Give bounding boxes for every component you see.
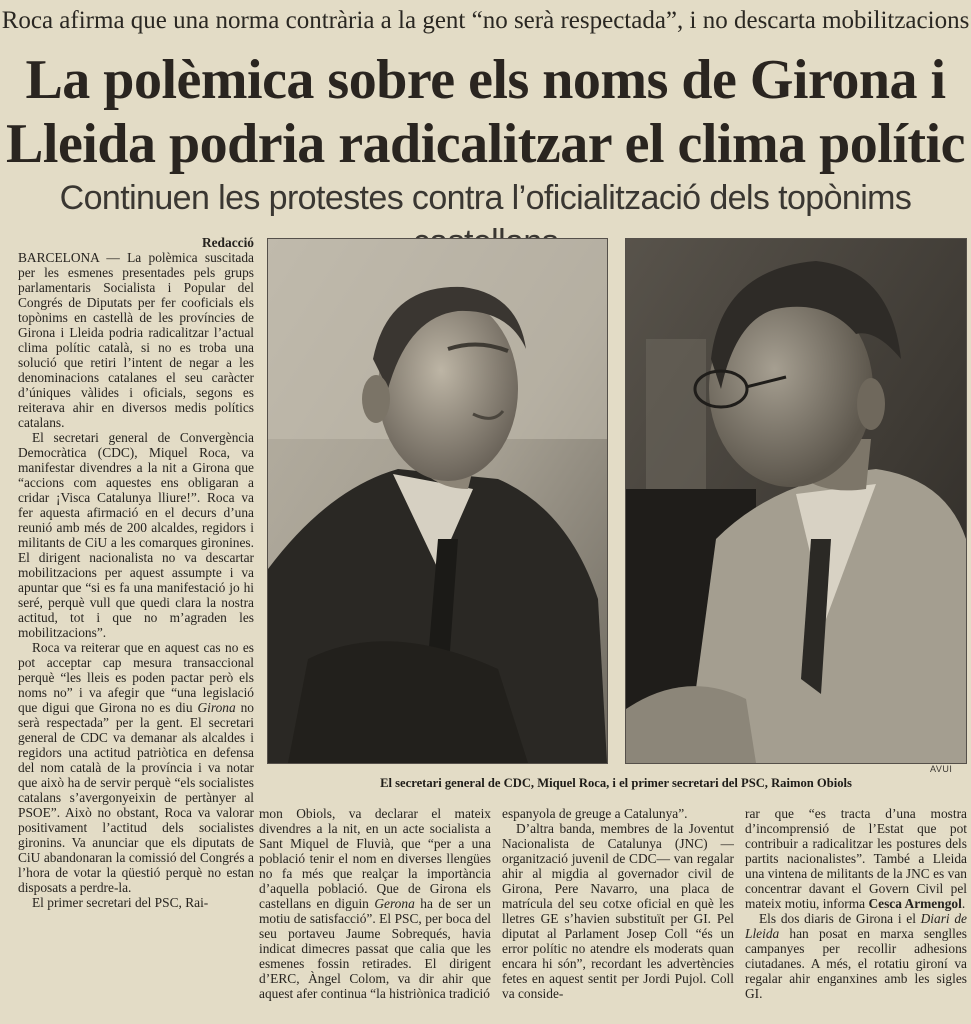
article-column-2 [259, 806, 491, 1024]
photo-caption: El secretari general de CDC, Miquel Roca, i el primer secretari del PSC, Raimon Obiols [380, 776, 852, 790]
headline-line-2: Lleida podria radicalitzar el clima polític [6, 113, 965, 175]
article-column-4 [745, 806, 967, 1024]
paragraph: espanyola de greuge a Catalunya”. [502, 806, 688, 821]
paragraph: El primer secretari del PSC, Rai- [32, 895, 209, 910]
paragraph: D’altra banda, membres de la Joventut Nacionalista de Catalunya (JNC) —organització juvenil de CDC— van regalar ahir al migdia al governador civil de Girona, Pere Navarro, una placa de matrícula del seu cotxe oficial en què les lletres GE s’havien substituït per GI. Pel diputat al Parlament Josep Coll “és un error polític no atendre els moderats quan encara hi són”, recordant les advertències fetes en aquest sentit per Jordi Pujol. Coll va conside- [502, 821, 734, 1001]
paragraph: Els dos diaris de Girona i el Diari de Lleida han posat en marxa senglles campanyes per recollir adhesions ciutadanes. A més, el rotatiu gironí va regalar ahir enganxines amb les sigles GI. [745, 911, 967, 1001]
photo-obiols-image [626, 239, 966, 763]
article-column-1 [18, 235, 254, 1024]
paragraph: mon Obiols, va declarar el mateix divendres a la nit, en un acte socialista a Sant Miquel de Fluvià, que “per a una població tenir el nom en diverses llengües no fa més que realçar la importància d’aquella població. Que de Girona els castellans en diguin Gerona ha de ser un motiu de satisfacció”. El PSC, per boca del seu portaveu Jaume Sobrequés, havia indicat dimecres passat que calia que les esmenes fossin retirades. El dirigent d’ERC, Àngel Colom, va dir ahir que aquest afer continua “la histriònica tradició [259, 806, 491, 1001]
headline [0, 48, 971, 176]
byline: Redacció [201, 235, 254, 250]
subheadline: Continuen les protestes contra l’oficialització dels topònims [59, 179, 912, 217]
kicker: Roca afirma que una norma contrària a la gent “no serà respectada”, i no descarta mobilitzacions [1, 7, 970, 34]
paragraph: rar que “es tracta d’una mostra d’incomprensió de l’Estat que pot contribuir a radicalitzar les postures dels partits nacionalistes”. També a Lleida una vintena de militants de la JNC es van concentrar davant el Govern Civil pel mateix motiu, informa Cesca Armengol. [745, 806, 967, 911]
photo-miquel-roca [267, 238, 608, 764]
article-column-3 [502, 806, 734, 1024]
paragraph: BARCELONA — La polèmica suscitada per les esmenes presentades pels grups parlamentaris Socialista i Popular del Congrés de Diputats per fer cooficials els topònims en castellà de les províncies de Girona i Lleida podria radicalitzar l’actual clima polític català, si no es troba una solució que retiri l’intent de negar a les denominacions catalanes el seu caràcter d’úniques vàlides i oficials, segons es reiterava ahir en diversos medis polítics catalans. [18, 250, 254, 430]
headline-line-1: La polèmica sobre els noms de Girona i [25, 49, 946, 111]
photo-raimon-obiols [625, 238, 967, 764]
photo-credit: AVUI [930, 764, 953, 774]
photo-roca-image [268, 239, 607, 763]
paragraph: El secretari general de Convergència Democràtica (CDC), Miquel Roca, va manifestar divendres a la nit a Girona que “accions com aquestes ens obligaran a cridar ¡Visca Catalunya lliure!”. Roca va fer aquesta afirmació en el decurs d’una reunió amb més de 200 alcaldes, regidors i militants de CiU a les comarques gironines. El dirigent nacionalista no va descartar mobilitzacions per aquest assumpte i va apuntar que “si es fa una manifestació jo hi seré, perquè vull que quedi clara la nostra actitud, tot i que no m’agraden les mobilitzacions”. [18, 430, 254, 640]
paragraph: Roca va reiterar que en aquest cas no es pot acceptar cap mesura transaccional perquè “les lleis es poden pactar però els noms no” i va afegir que “una legislació que digui que Girona no es diu Girona no serà respectada” per la gent. El secretari general de CDC va demanar als alcaldes i regidors una actitud patriòtica en defensa del nom català de la província i va notar que això ha de servir perquè “els socialistes catalans s’avergonyeixin de pertànyer al PSOE”. Això no obstant, Roca va valorar positivament l’actitud dels socialistes gironins. Va anunciar que els diputats de CiU abandonaran la comissió del Congrés a l’hora de votar la qüestió perquè no estan disposats a perdre-la. [18, 640, 254, 895]
